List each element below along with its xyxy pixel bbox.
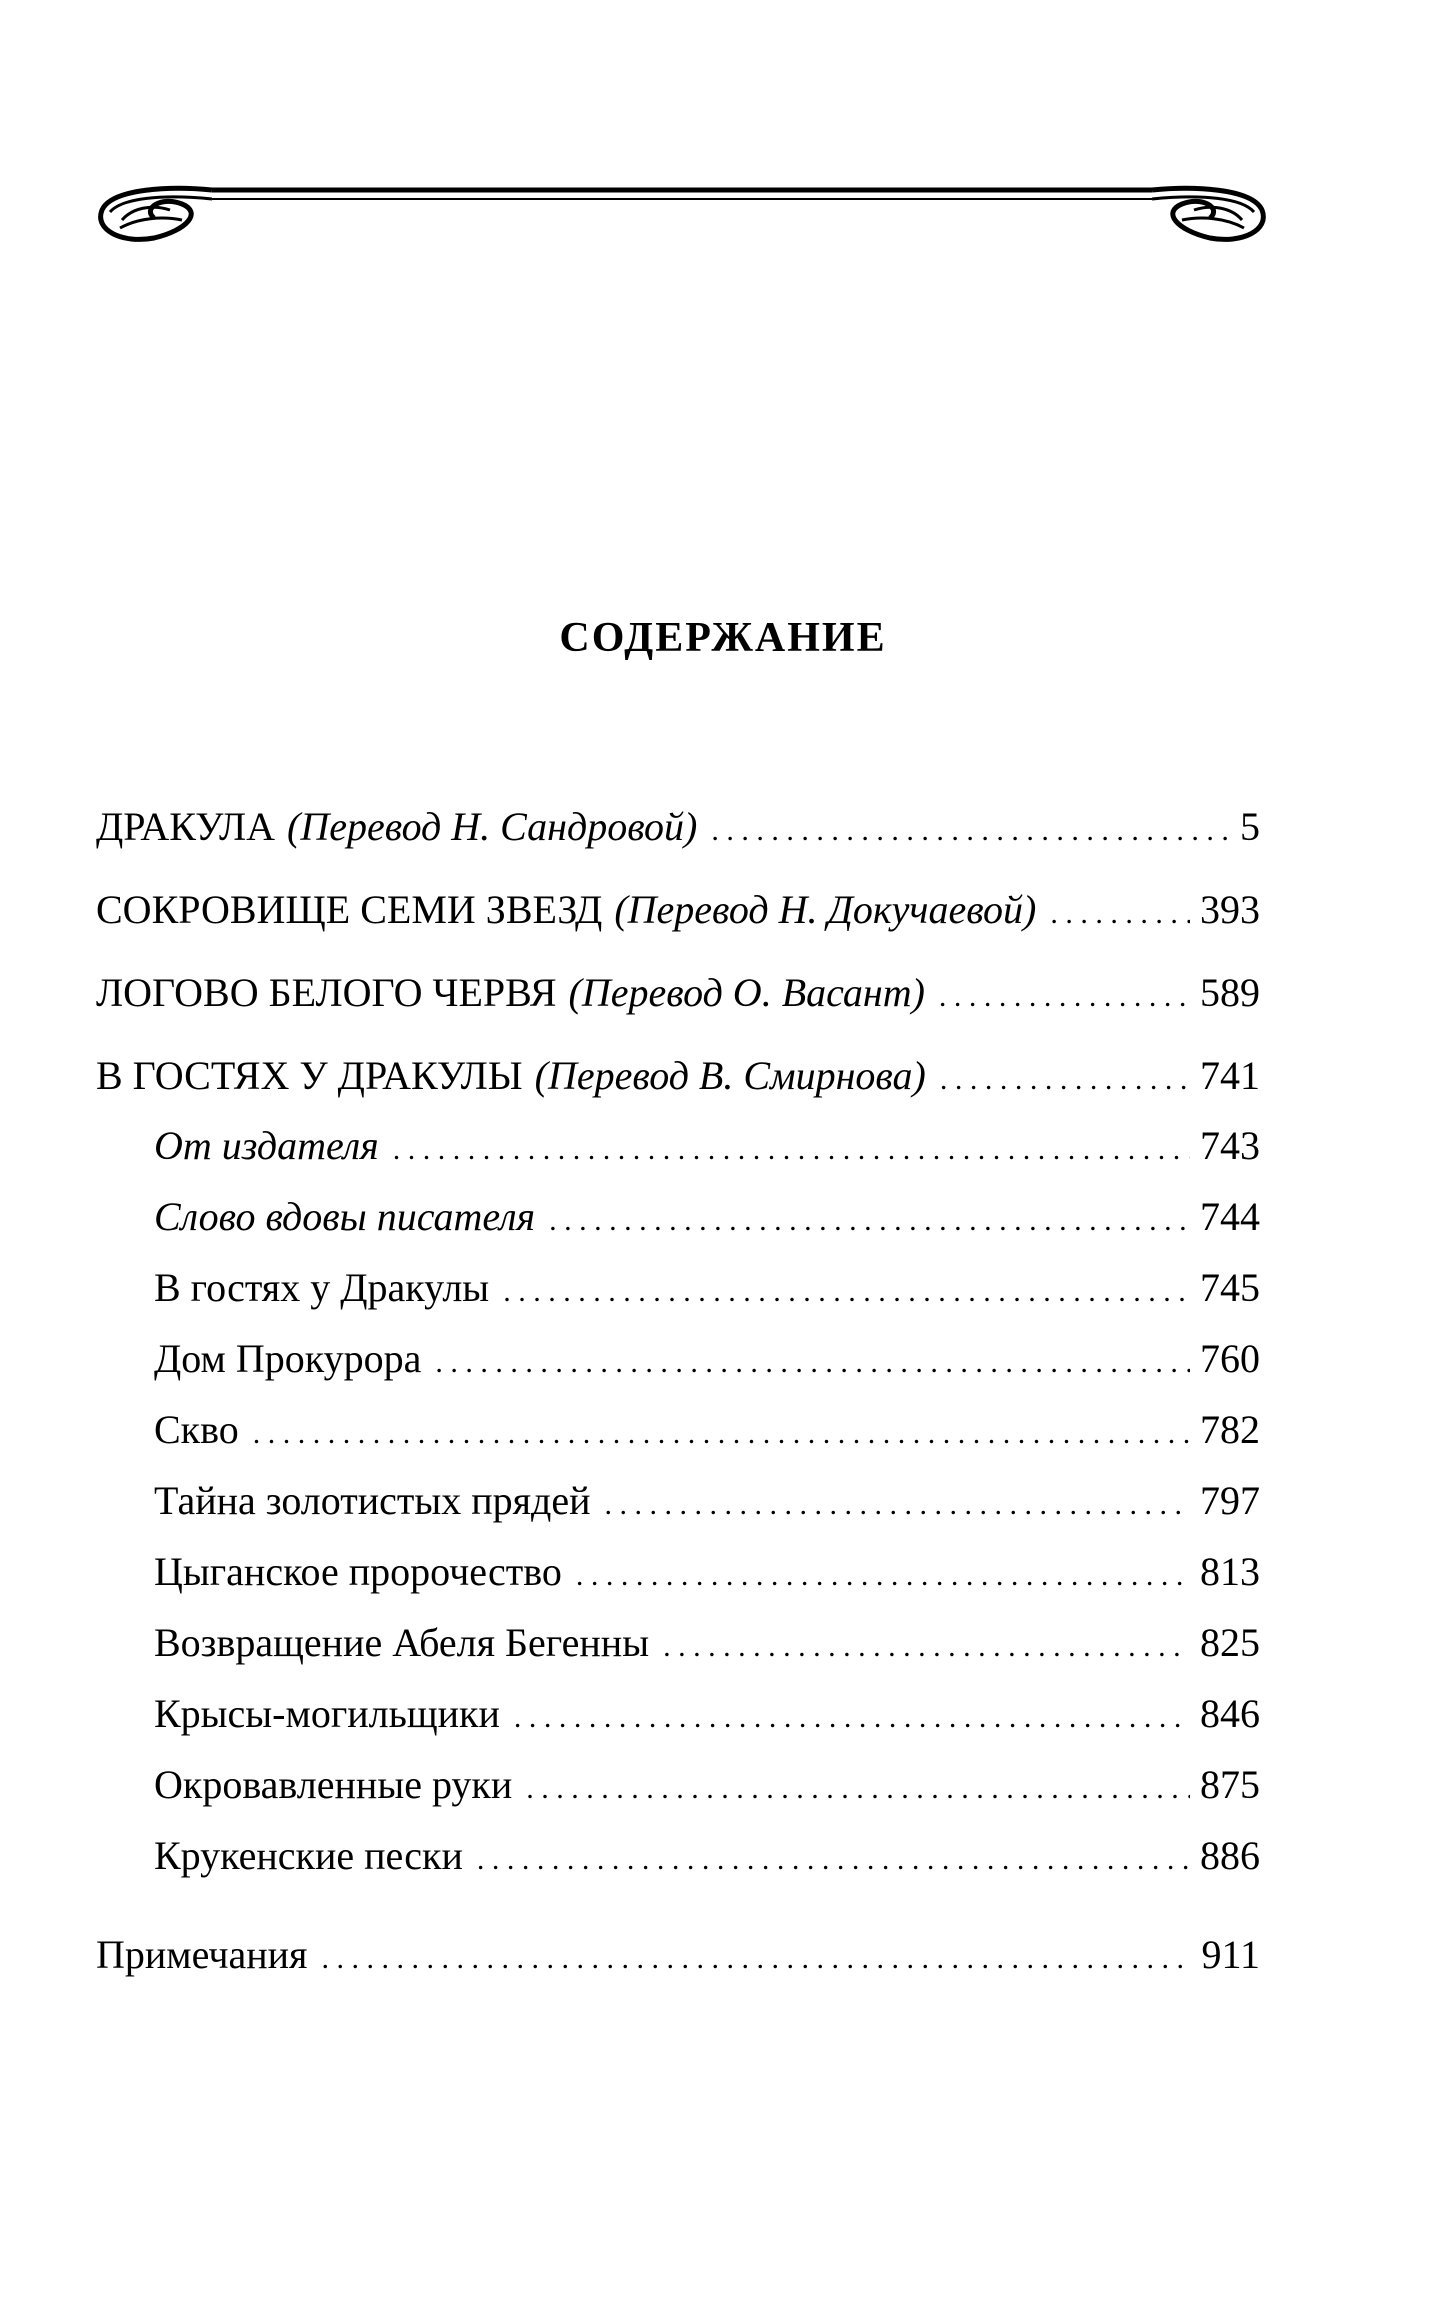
dot-leader <box>1050 887 1190 941</box>
toc-sub-entry <box>154 1190 1260 1244</box>
toc-entry <box>96 883 1260 937</box>
dot-leader <box>503 1265 1190 1319</box>
toc-sub-entry-page: 782 <box>1200 1407 1260 1452</box>
toc-sub-entry <box>154 1758 1260 1812</box>
toc-entry-page: 589 <box>1200 970 1260 1015</box>
toc-sub-entry <box>154 1403 1260 1457</box>
toc-sub-entry-page: 797 <box>1200 1478 1260 1523</box>
toc-sub-entry-title: Дом Прокурора <box>154 1336 422 1381</box>
toc-sub-entry-page: 744 <box>1200 1194 1260 1239</box>
dot-leader <box>711 804 1230 858</box>
toc-entry-title: ЛОГОВО БЕЛОГО ЧЕРВЯ <box>96 970 557 1015</box>
toc-entry-translator: (Перевод Н. Сандровой) <box>287 804 698 849</box>
dot-leader <box>253 1407 1190 1461</box>
toc-entry-translator: (Перевод О. Васант) <box>568 970 925 1015</box>
toc-sub-entry-title: Крукенские пески <box>154 1833 463 1878</box>
toc-entry-translator: (Перевод Н. Докучаевой) <box>614 887 1037 932</box>
toc-sub-entry-title: Окровавленные руки <box>154 1762 513 1807</box>
toc-entry-title: В ГОСТЯХ У ДРАКУЛЫ <box>96 1053 523 1098</box>
toc-sub-entry <box>154 1545 1260 1599</box>
toc-sub-entry-page: 875 <box>1200 1762 1260 1807</box>
toc-sub-entry <box>154 1829 1260 1883</box>
dot-leader <box>576 1549 1190 1603</box>
toc-sub-entry-page: 886 <box>1200 1833 1260 1878</box>
toc-sub-entry-page: 813 <box>1200 1549 1260 1594</box>
toc-sub-entry <box>154 1687 1260 1741</box>
toc-sub-entry-page: 760 <box>1200 1336 1260 1381</box>
toc-sub-entry <box>154 1261 1260 1315</box>
toc-sub-entry <box>154 1119 1260 1173</box>
toc-sub-entry-title: В гостях у Дракулы <box>154 1265 490 1310</box>
toc-sub-entry-title: Возвращение Абеля Бегенны <box>154 1620 650 1665</box>
toc-entry-title: ДРАКУЛА <box>96 804 276 849</box>
dot-leader <box>663 1620 1190 1674</box>
toc-sub-entry-title: Слово вдовы писателя <box>154 1194 536 1239</box>
toc-notes-title: Примечания <box>96 1932 308 1977</box>
toc-entry-page: 393 <box>1200 887 1260 932</box>
toc-sub-entry-page: 846 <box>1200 1691 1260 1736</box>
toc-sub-entry <box>154 1332 1260 1386</box>
toc-sub-entry <box>154 1616 1260 1670</box>
toc-sub-entry-title: Крысы-могильщики <box>154 1691 500 1736</box>
toc-notes-page: 911 <box>1201 1932 1260 1977</box>
toc-sub-entry-page: 745 <box>1200 1265 1260 1310</box>
dot-leader <box>939 970 1190 1024</box>
dot-leader <box>435 1336 1190 1390</box>
dot-leader <box>477 1833 1190 1887</box>
toc-entry-translator: (Перевод В. Смирнова) <box>534 1053 926 1098</box>
toc-entry-page: 5 <box>1240 804 1260 849</box>
toc-entry-page: 741 <box>1200 1053 1260 1098</box>
toc-entry <box>96 966 1260 1020</box>
toc-notes-entry <box>96 1928 1260 1982</box>
toc-entry-title: СОКРОВИЩЕ СЕМИ ЗВЕЗД <box>96 887 603 932</box>
toc-entry <box>96 800 1260 854</box>
toc-sub-entry-title: Скво <box>154 1407 239 1452</box>
toc-entry <box>96 1049 1260 1103</box>
dot-leader <box>514 1691 1190 1745</box>
dot-leader <box>393 1123 1190 1177</box>
toc-sub-entry-title: Цыганское пророчество <box>154 1549 562 1594</box>
dot-leader <box>526 1762 1190 1816</box>
toc-sub-entry-page: 825 <box>1200 1620 1260 1665</box>
toc-sub-entry-title: От издателя <box>154 1123 379 1168</box>
page-title: СОДЕРЖАНИЕ <box>559 615 887 661</box>
dot-leader <box>321 1932 1191 1986</box>
toc-sub-entry-page: 743 <box>1200 1123 1260 1168</box>
dot-leader <box>549 1194 1190 1248</box>
toc-sub-entry <box>154 1474 1260 1528</box>
dot-leader <box>605 1478 1190 1532</box>
dot-leader <box>940 1053 1190 1107</box>
toc-sub-entry-title: Тайна золотистых прядей <box>154 1478 591 1523</box>
